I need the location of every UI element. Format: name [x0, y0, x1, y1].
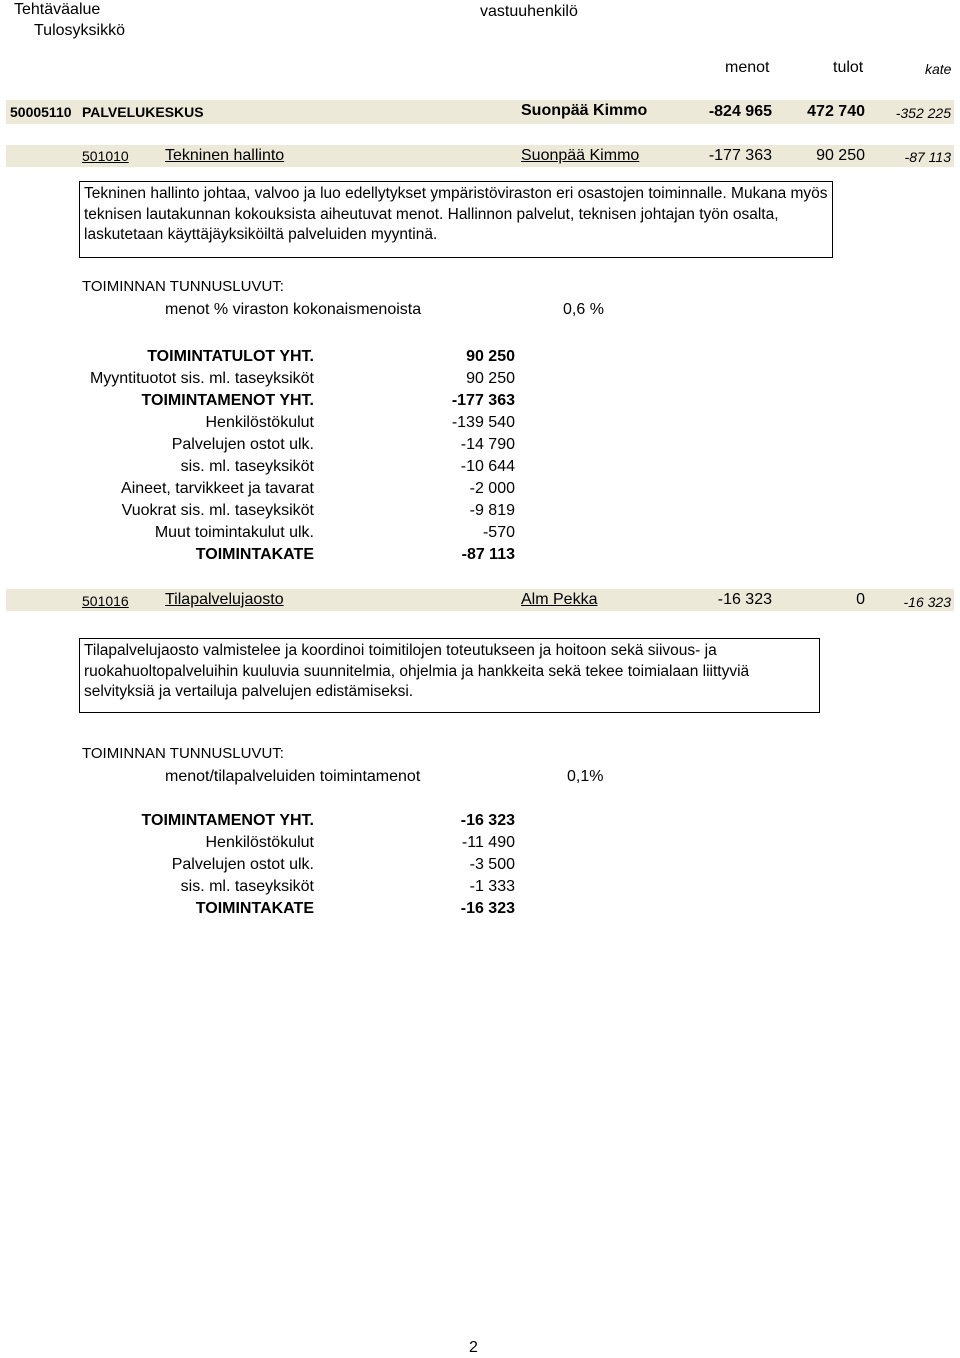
row-value: -9 819: [469, 502, 515, 519]
row-value: -11 490: [461, 834, 515, 851]
row-value: -10 644: [460, 458, 515, 475]
kpi-value: 0,1%: [567, 768, 604, 785]
row-value: -570: [482, 524, 515, 541]
row-label: Palvelujen ostot ulk.: [171, 856, 314, 873]
header-tehtavaalue: Tehtäväalue: [14, 1, 101, 18]
header-tulot: tulot: [833, 59, 864, 76]
header-menot: menot: [725, 59, 770, 76]
kpi-label: menot/tilapalveluiden toimintamenot: [165, 768, 421, 785]
row-value: -14 790: [460, 436, 515, 453]
unit-code: 501010: [82, 148, 129, 164]
unit-name: Tekninen hallinto: [165, 147, 285, 164]
kpi-label: menot % viraston kokonaismenoista: [165, 301, 422, 318]
row-label: Muut toimintakulut ulk.: [154, 524, 314, 541]
row-label: Henkilöstökulut: [205, 834, 314, 851]
row-label: TOIMINTAMENOT YHT.: [141, 392, 314, 409]
main-unit-menot: -824 965: [708, 103, 772, 120]
row-value: -87 113: [461, 546, 515, 563]
row-label: Myyntituotot sis. ml. taseyksiköt: [89, 370, 314, 387]
unit-person: Alm Pekka: [521, 591, 598, 608]
row-value: -16 323: [460, 900, 515, 917]
row-value: -3 500: [469, 856, 515, 873]
row-value: -139 540: [451, 414, 515, 431]
main-unit-kate: -352 225: [895, 105, 951, 121]
unit-description: Tilapalvelujaosto valmistelee ja koordinoi toimitilojen toteutukseen ja hoitoon sekä siivous- ja ruokahuoltopalveluihin kuuluvia suunnitelmia, ohjelmia ja hankkeita sekä tekee toimialaan liittyviä selvityksiä ja vertailuja palvelujen edistämiseksi.: [79, 638, 820, 713]
row-label: Palvelujen ostot ulk.: [171, 436, 314, 453]
row-value: -16 323: [460, 812, 515, 829]
page-number: 2: [469, 1339, 478, 1356]
unit-kate: -16 323: [903, 594, 951, 610]
row-label: TOIMINTATULOT YHT.: [147, 348, 314, 365]
main-unit-tulot: 472 740: [807, 103, 865, 120]
row-value: -1 333: [469, 878, 515, 895]
header-tulosyksikko: Tulosyksikkö: [34, 22, 125, 39]
kpi-value: 0,6 %: [563, 301, 604, 318]
row-label: sis. ml. taseyksiköt: [180, 458, 314, 475]
unit-kate: -87 113: [904, 149, 951, 165]
unit-row: [6, 145, 954, 167]
main-unit-code: 50005110: [10, 104, 72, 120]
unit-description: Tekninen hallinto johtaa, valvoo ja luo edellytykset ympäristöviraston eri osastojen toiminnalle. Mukana myös teknisen lautakunnan kokouksista aiheutuvat menot. Hallinnon palvelut, teknisen johtajan työn osalta, laskutetaan käyttäjäyksiköiltä palveluiden myyntinä.: [79, 181, 833, 258]
unit-person: Suonpää Kimmo: [521, 147, 640, 164]
unit-tulot: 0: [856, 591, 865, 608]
row-label: TOIMINTAKATE: [195, 900, 314, 917]
header-kate: kate: [925, 61, 952, 77]
row-label: Henkilöstökulut: [205, 414, 314, 431]
unit-menot: -16 323: [717, 591, 772, 608]
kpi-heading: TOIMINNAN TUNNUSLUVUT:: [82, 278, 284, 295]
kpi-heading: TOIMINNAN TUNNUSLUVUT:: [82, 745, 284, 762]
row-label: sis. ml. taseyksiköt: [180, 878, 314, 895]
main-unit-name: PALVELUKESKUS: [82, 104, 204, 120]
row-value: -177 363: [451, 392, 515, 409]
unit-tulot: 90 250: [816, 147, 865, 164]
header-vastuuhenkilo: vastuuhenkilö: [480, 3, 578, 20]
unit-code: 501016: [82, 593, 129, 609]
unit-row: [6, 589, 954, 611]
row-value: 90 250: [466, 370, 515, 387]
row-label: TOIMINTAMENOT YHT.: [141, 812, 314, 829]
main-unit-person: Suonpää Kimmo: [521, 102, 648, 119]
unit-name: Tilapalvelujaosto: [165, 591, 284, 608]
row-value: -2 000: [469, 480, 515, 497]
row-label: Vuokrat sis. ml. taseyksiköt: [121, 502, 314, 519]
row-value: 90 250: [466, 348, 515, 365]
row-label: Aineet, tarvikkeet ja tavarat: [121, 480, 314, 497]
unit-menot: -177 363: [708, 147, 772, 164]
row-label: TOIMINTAKATE: [195, 546, 314, 563]
